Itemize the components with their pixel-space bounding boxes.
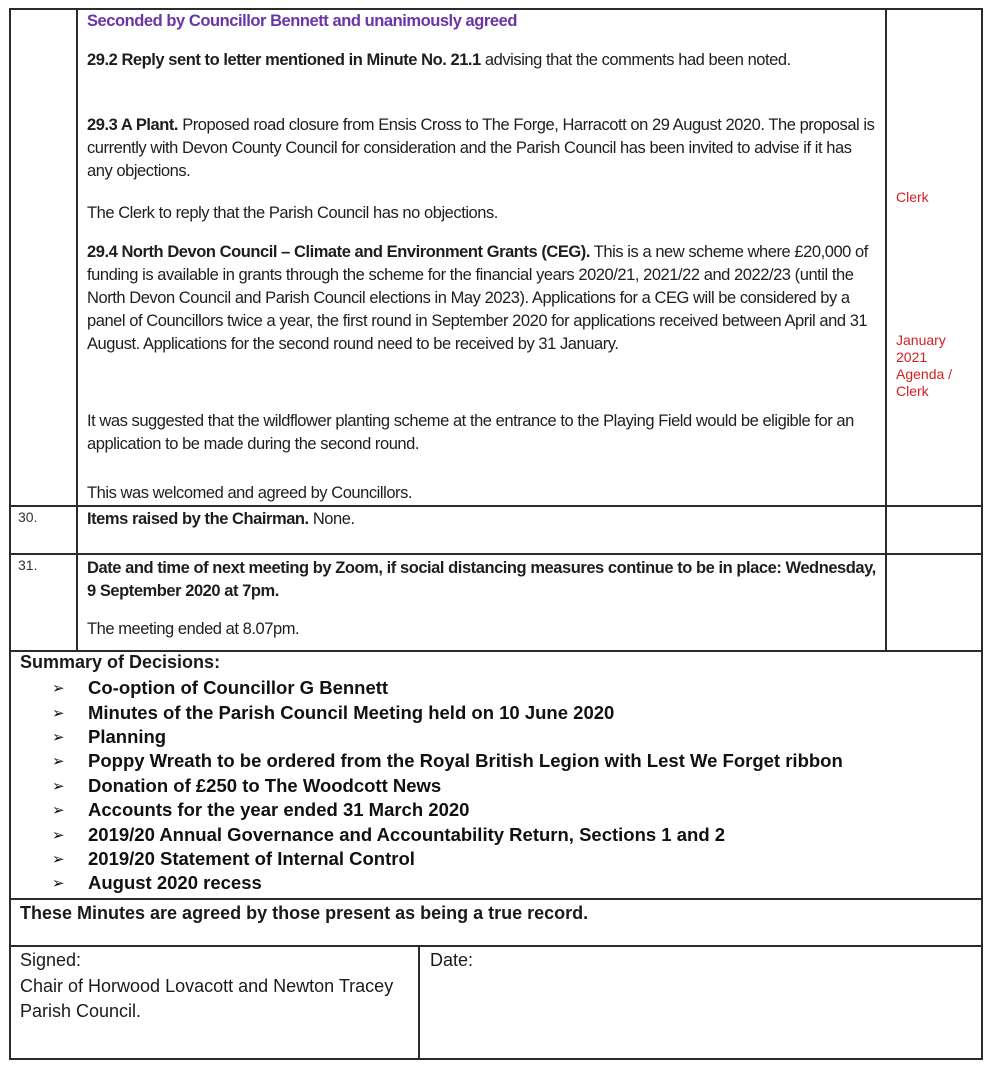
summary-item xyxy=(52,774,843,798)
summary-item-text: 2019/20 Annual Governance and Accountability Return, Sections 1 and 2 xyxy=(88,823,726,845)
summary-item-text: Accounts for the year ended 31 March 2020 xyxy=(88,799,470,821)
arrow-bullet-icon: ➢ xyxy=(52,850,65,868)
signed-label: Signed: xyxy=(20,950,82,970)
minute-29-4-welcomed: This was welcomed and agreed by Councillors. xyxy=(87,484,413,502)
item-30-number: 30. xyxy=(18,509,38,525)
summary-item xyxy=(52,798,843,822)
summary-item xyxy=(52,749,843,773)
item-30-heading: Items raised by the Chairman. xyxy=(87,510,309,528)
summary-title: Summary of Decisions: xyxy=(20,652,221,672)
summary-item xyxy=(52,847,843,871)
summary-item-text: Donation of £250 to The Woodcott News xyxy=(88,774,442,796)
minute-29-4 xyxy=(87,241,877,356)
item-30 xyxy=(87,508,877,531)
arrow-bullet-icon: ➢ xyxy=(52,680,65,698)
minute-29-3-text: Proposed road closure from Ensis Cross to The Forge, Harracott on 29 August 2020. The proposal is currently with Devon County Council for consideration and the Parish Council has been invited to advise if it has any objections. xyxy=(87,116,875,180)
item-30-text: None. xyxy=(308,510,355,528)
seconded-note: Seconded by Councillor Bennett and unanimously agreed xyxy=(87,12,517,30)
summary-item-text: Minutes of the Parish Council Meeting held on 10 June 2020 xyxy=(88,701,615,723)
item-31 xyxy=(87,557,877,603)
item-31-number: 31. xyxy=(18,557,38,573)
action-january-agenda: January 2021 Agenda / Clerk xyxy=(896,332,953,399)
item-31-heading: Date and time of next meeting by Zoom, if social distancing measures continue to be in place: Wednesday, 9 September 2020 at 7pm. xyxy=(87,559,876,600)
summary-item-text: August 2020 recess xyxy=(88,872,262,894)
summary-item xyxy=(52,676,843,700)
minute-29-3-reply: The Clerk to reply that the Parish Council has no objections. xyxy=(87,204,498,222)
meeting-ended: The meeting ended at 8.07pm. xyxy=(87,620,300,638)
arrow-bullet-icon: ➢ xyxy=(52,704,65,722)
summary-list xyxy=(52,676,843,896)
arrow-bullet-icon: ➢ xyxy=(52,753,65,771)
summary-item xyxy=(52,822,843,846)
action-clerk: Clerk xyxy=(896,189,929,205)
summary-item xyxy=(52,700,843,724)
summary-item-text: Co-option of Councillor G Bennett xyxy=(88,677,389,699)
minute-29-3 xyxy=(87,114,877,183)
arrow-bullet-icon: ➢ xyxy=(52,875,65,893)
summary-item-text: Poppy Wreath to be ordered from the Royal British Legion with Lest We Forget ribbon xyxy=(88,750,843,772)
minute-29-3-heading: 29.3 A Plant. xyxy=(87,116,179,134)
summary-item xyxy=(52,871,843,895)
chair-title: Chair of Horwood Lovacott and Newton Tracey Parish Council. xyxy=(20,976,394,1021)
minute-29-4-suggestion: It was suggested that the wildflower planting scheme at the entrance to the Playing Field would be eligible for an application to be made during the second round. xyxy=(87,412,854,453)
date-label: Date: xyxy=(430,950,474,970)
minute-29-2 xyxy=(87,49,877,72)
summary-item-text: 2019/20 Statement of Internal Control xyxy=(88,847,415,869)
arrow-bullet-icon: ➢ xyxy=(52,777,65,795)
minute-29-4-text: This is a new scheme where £20,000 of funding is available in grants through the scheme for the financial years 2020/21, 2021/22 and 2022/23 (until the North Devon Council and Parish Council elections in May 2023). Applications for a CEG will be considered by a panel of Councillors twice a year, the first round in September 2020 for applications received between April and 31 August. Applications for the second round need to be received by 31 January. xyxy=(87,243,868,353)
arrow-bullet-icon: ➢ xyxy=(52,826,65,844)
agreement-statement: These Minutes are agreed by those present as being a true record. xyxy=(20,903,589,923)
arrow-bullet-icon: ➢ xyxy=(52,728,65,746)
summary-item xyxy=(52,725,843,749)
minute-29-2-heading: 29.2 Reply sent to letter mentioned in Minute No. 21.1 xyxy=(87,51,481,69)
minute-29-2-text: advising that the comments had been noted. xyxy=(480,51,791,69)
summary-item-text: Planning xyxy=(88,725,167,747)
arrow-bullet-icon: ➢ xyxy=(52,802,65,820)
minute-29-4-heading: 29.4 North Devon Council – Climate and Environment Grants (CEG). xyxy=(87,243,590,261)
